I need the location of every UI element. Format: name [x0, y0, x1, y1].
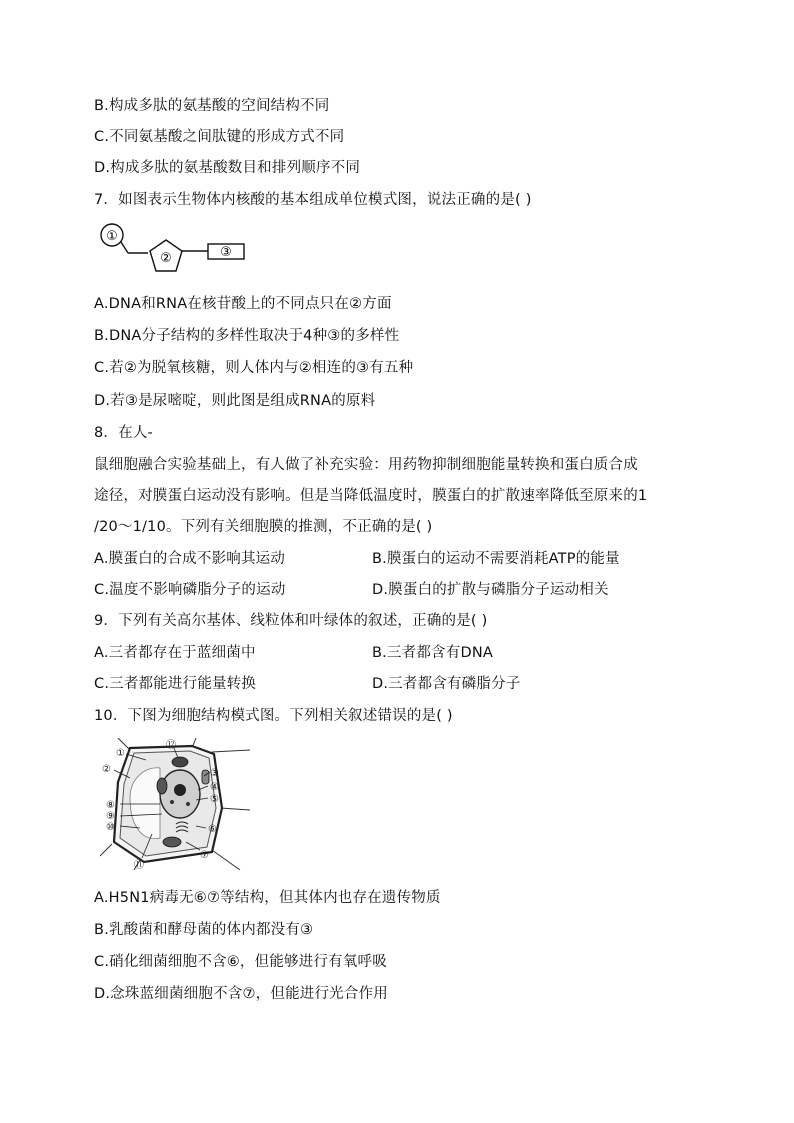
q8-stem-line4: /20～1/10。下列有关细胞膜的推测，不正确的是( ) [94, 519, 433, 535]
q6-option-d: D.构成多肽的氨基酸数目和排列顺序不同 [94, 160, 361, 176]
q8-option-c: C.温度不影响磷脂分子的运动 [94, 582, 286, 598]
cell-label-11: ⑪ [134, 860, 144, 870]
cell-label-4: ④ [210, 782, 219, 793]
q7-option-a: A.DNA和RNA在核苷酸上的不同点只在②方面 [94, 296, 392, 312]
plant-cell-diagram [100, 738, 250, 870]
q8-option-b: B.膜蛋白的运动不需要消耗ATP的能量 [372, 551, 620, 567]
mitochondrion [202, 770, 209, 784]
nucleotide-label-1: ① [106, 229, 118, 244]
q8-option-d: D.膜蛋白的扩散与磷脂分子运动相关 [372, 582, 609, 598]
q10-option-d: D.念珠蓝细菌细胞不含⑦，但能进行光合作用 [94, 986, 388, 1002]
q10-option-b: B.乳酸菌和酵母菌的体内都没有③ [94, 922, 314, 938]
q7-stem: 7．如图表示生物体内核酸的基本组成单位模式图，说法正确的是( ) [94, 192, 532, 208]
q7-option-b: B.DNA分子结构的多样性取决于4种③的多样性 [94, 328, 400, 344]
q9-option-a: A.三者都存在于蓝细菌中 [94, 645, 256, 661]
q7-option-d: D.若③是尿嘧啶，则此图是组成RNA的原料 [94, 393, 376, 409]
cell-label-3: ③ [210, 768, 219, 779]
q10-option-a: A.H5N1病毒无⑥⑦等结构，但其体内也存在遗传物质 [94, 890, 441, 906]
q10-stem: 10．下图为细胞结构模式图。下列相关叙述错误的是( ) [94, 708, 453, 724]
q8-stem-line1: 8．在人- [94, 425, 153, 441]
q7-option-c: C.若②为脱氧核糖，则人体内与②相连的③有五种 [94, 360, 414, 376]
nucleotide-label-2: ② [160, 251, 172, 266]
chloroplast [172, 757, 188, 767]
cell-label-9: ⑨ [106, 811, 115, 822]
cell-label-2: ② [102, 764, 111, 775]
q6-option-b: B.构成多肽的氨基酸的空间结构不同 [94, 98, 330, 114]
cell-label-7: ⑦ [200, 850, 209, 861]
cell-label-6: ⑥ [208, 824, 217, 835]
cell-label-12: ⑫ [166, 740, 176, 751]
q9-option-d: D.三者都含有磷脂分子 [372, 676, 521, 692]
nucleotide-diagram [96, 220, 256, 280]
cell-label-10: ⑩ [106, 822, 115, 833]
nucleolus [174, 784, 186, 796]
q10-option-c: C.硝化细菌细胞不含⑥，但能够进行有氧呼吸 [94, 954, 387, 970]
q8-option-a: A.膜蛋白的合成不影响其运动 [94, 551, 286, 567]
q8-stem-line2: 鼠细胞融合实验基础上，有人做了补充实验：用药物抑制细胞能量转换和蛋白质合成 [94, 457, 638, 473]
cell-label-5: ⑤ [210, 794, 219, 805]
cell-label-8: ⑧ [106, 800, 115, 811]
q9-stem: 9．下列有关高尔基体、线粒体和叶绿体的叙述，正确的是( ) [94, 613, 488, 629]
q9-option-b: B.三者都含有DNA [372, 645, 493, 661]
q8-stem-line3: 途径，对膜蛋白运动没有影响。但是当降低温度时，膜蛋白的扩散速率降低至原来的1 [94, 488, 648, 504]
cell-label-1: ① [116, 748, 125, 759]
q6-option-c: C.不同氨基酸之间肽键的形成方式不同 [94, 129, 345, 145]
q9-option-c: C.三者都能进行能量转换 [94, 676, 257, 692]
nucleotide-label-3: ③ [220, 245, 232, 260]
